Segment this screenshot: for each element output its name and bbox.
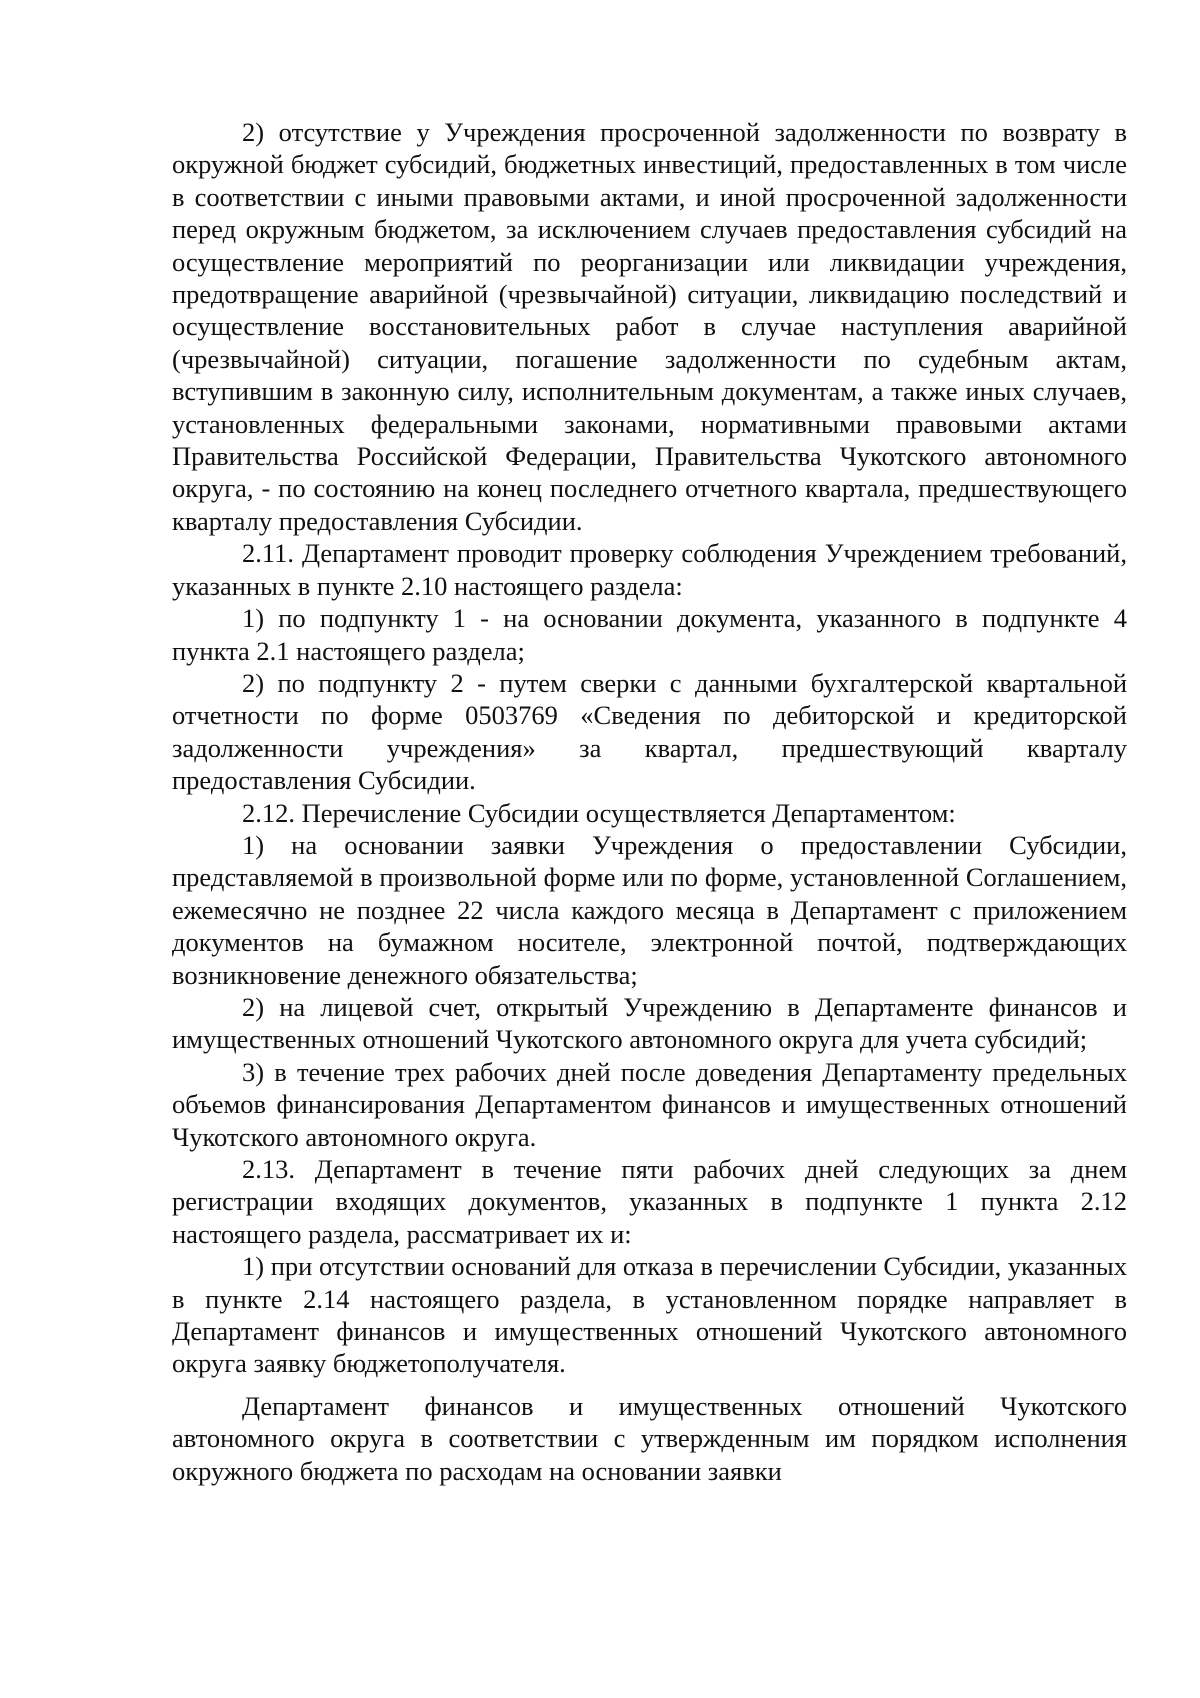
- paragraph-2-12: 2.12. Перечисление Субсидии осуществляется Департаментом:: [242, 797, 956, 828]
- document-body: [172, 116, 1127, 1487]
- paragraph-2-13: 2.13. Департамент в течение пяти рабочих дней следующих за днем регистрации входящих документов, указанных в подпункте 1 пункта 2.12 настоящего раздела, рассматривает их и:: [172, 1154, 1127, 1249]
- paragraph-2-12-item-3: 3) в течение трех рабочих дней после доведения Департаменту предельных объемов финансирования Департаментом финансов и имущественных отношений Чукотского автономного округа.: [172, 1056, 1127, 1152]
- paragraph-2-11: 2.11. Департамент проводит проверку соблюдения Учреждением требований, указанных в пункте 2.10 настоящего раздела:: [172, 538, 1127, 601]
- paragraph-2-13-item-1: 1) при отсутствии оснований для отказа в перечислении Субсидии, указанных в пункте 2.14 настоящего раздела, в установленном порядке направляет в Департамент финансов и имущественных отношений Чукотского автономного округа заявку бюджетополучателя.: [172, 1251, 1127, 1379]
- paragraph-2-12-item-1: 1) на основании заявки Учреждения о предоставлении Субсидии, представляемой в произвольной форме или по форме, установленной Соглашением, ежемесячно не позднее 22 числа каждого месяца в Департамент с приложением документов на бумажном носителе, электронной почтой, подтверждающих возникновение денежного обязательства;: [172, 829, 1127, 990]
- paragraph-2-11-item-2: 2) по подпункту 2 - путем сверки с данными бухгалтерской квартальной отчетности по форме 0503769 «Сведения по дебиторской и кредиторской задолженности учреждения» за квартал, предшествующий кварталу предоставления Субсидии.: [172, 667, 1127, 796]
- paragraph-2-12-item-2: 2) на лицевой счет, открытый Учреждению в Департаменте финансов и имущественных отношений Чукотского автономного округа для учета субсидий;: [172, 991, 1127, 1055]
- paragraph-finance-department: Департамент финансов и имущественных отношений Чукотского автономного округа в соответствии с утвержденным им порядком исполнения окружного бюджета по расходам на основании заявки: [172, 1390, 1127, 1486]
- paragraph-2-11-item-1: 1) по подпункту 1 - на основании документа, указанного в подпункте 4 пункта 2.1 настоящего раздела;: [172, 603, 1127, 666]
- paragraph-debt-condition: 2) отсутствие у Учреждения просроченной задолженности по возврату в окружной бюджет субсидий, бюджетных инвестиций, предоставленных в том числе в соответствии с иными правовыми актами, и иной просроченной задолженности перед окружным бюджетом, за исключением случаев предоставления субсидий на осуществление мероприятий по реорганизации или ликвидации учреждения, предотвращение аварийной (чрезвычайной) ситуации, ликвидацию последствий и осуществление восстановительных работ в случае наступления аварийной (чрезвычайной) ситуации, погашение задолженности по судебным актам, вступившим в законную силу, исполнительным документам, а также иных случаев, установленных федеральными законами, нормативными правовыми актами Правительства Российской Федерации, Правительства Чукотского автономного округа, - по состоянию на конец последнего отчетного квартала, предшествующего кварталу предоставления Субсидии.: [172, 117, 1127, 536]
